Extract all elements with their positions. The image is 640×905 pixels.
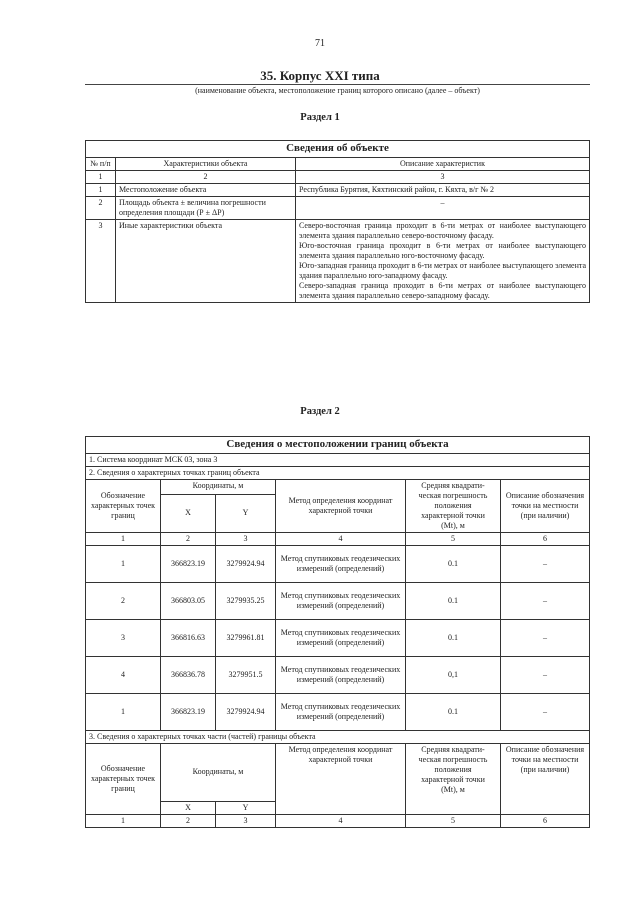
index-cell: 3 xyxy=(216,814,276,827)
method-header: Метод определения координат характерной точки xyxy=(276,479,406,532)
point-y: 3279951.5 xyxy=(216,656,276,693)
point-desc: – xyxy=(501,693,590,730)
boundaries-table-title: Сведения о местоположении границ объекта xyxy=(86,437,590,454)
point-y: 3279961.81 xyxy=(216,619,276,656)
index-cell: 1 xyxy=(86,532,161,545)
page-number: 71 xyxy=(315,38,325,49)
object-info-table xyxy=(85,140,590,303)
coord-system: 1. Система координат МСК 03, зона 3 xyxy=(86,453,590,466)
y-header: Y xyxy=(216,801,276,814)
section1-title: Раздел 1 xyxy=(300,112,340,123)
point-mt: 0.1 xyxy=(406,545,501,582)
point-desc: – xyxy=(501,582,590,619)
table-row xyxy=(86,619,590,656)
point-desc: – xyxy=(501,545,590,582)
point-id: 2 xyxy=(86,582,161,619)
point-desc: – xyxy=(501,619,590,656)
point-y: 3279924.94 xyxy=(216,693,276,730)
index-cell: 3 xyxy=(216,532,276,545)
point-method: Метод спутниковых геодезических измерений (определений) xyxy=(276,582,406,619)
table-row xyxy=(86,545,590,582)
point-x: 366836.78 xyxy=(161,656,216,693)
designation-header: Обозначение характерных точек границ xyxy=(86,743,161,814)
description-header: Описание обозначения точки на местности (при наличии) xyxy=(501,743,590,814)
point-method: Метод спутниковых геодезических измерений (определений) xyxy=(276,656,406,693)
boundaries-table xyxy=(85,436,590,828)
index-cell: 4 xyxy=(276,814,406,827)
object-title: 35. Корпус XXI типа xyxy=(260,68,380,83)
col-char-header: Характеристики объекта xyxy=(116,157,296,170)
index-cell: 6 xyxy=(501,532,590,545)
table-row xyxy=(86,582,590,619)
point-x: 366816.63 xyxy=(161,619,216,656)
object-subtitle: (наименование объекта, местоположение границ которого описано (далее – объект) xyxy=(85,84,590,95)
index-cell: 2 xyxy=(116,170,296,183)
col-num-header: № п/п xyxy=(86,157,116,170)
point-id: 3 xyxy=(86,619,161,656)
row-description: – xyxy=(296,196,590,219)
section2-title: Раздел 2 xyxy=(300,406,340,417)
boundary-nw: Северо-западная граница проходит в 6-ти метрах от наиболее выступающего элемента здания параллельно северо-западному фасаду. xyxy=(299,280,586,300)
point-mt: 0.1 xyxy=(406,693,501,730)
boundary-ne: Северо-восточная граница проходит в 6-ти метрах от наиболее выступающего элемента здания параллельно северо-восточному фасаду. xyxy=(299,220,586,240)
point-desc: – xyxy=(501,656,590,693)
point-x: 366823.19 xyxy=(161,545,216,582)
index-cell: 6 xyxy=(501,814,590,827)
point-id: 4 xyxy=(86,656,161,693)
row-characteristic: Местоположение объекта xyxy=(116,183,296,196)
index-cell: 5 xyxy=(406,532,501,545)
index-cell: 5 xyxy=(406,814,501,827)
row-number: 2 xyxy=(86,196,116,219)
point-mt: 0.1 xyxy=(406,619,501,656)
parts-heading: 3. Сведения о характерных точках части (частей) границы объекта xyxy=(86,730,590,743)
y-header: Y xyxy=(216,494,276,532)
index-cell: 2 xyxy=(161,814,216,827)
point-mt: 0,1 xyxy=(406,656,501,693)
table-row xyxy=(86,196,590,219)
coords-header: Координаты, м xyxy=(161,479,276,494)
designation-header: Обозначение характерных точек границ xyxy=(86,479,161,532)
x-header: X xyxy=(161,801,216,814)
error-header: Средняя квадрати- ческая погрешность положения характерной точки (Mt), м xyxy=(406,743,501,814)
row-characteristic: Площадь объекта ± величина погрешности определения площади (Р ± ΔР) xyxy=(116,196,296,219)
index-cell: 1 xyxy=(86,814,161,827)
boundary-se: Юго-восточная граница проходит в 6-ти метрах от наиболее выступающего элемента здания параллельно юго-восточному фасаду. xyxy=(299,240,586,260)
col-desc-header: Описание характеристик xyxy=(296,157,590,170)
points-heading: 2. Сведения о характерных точках границ объекта xyxy=(86,466,590,479)
row-description xyxy=(296,219,590,302)
method-header: Метод определения координат характерной точки xyxy=(276,743,406,814)
boundary-sw: Юго-западная граница проходит в 6-ти метрах от наиболее выступающего элемента здания параллельно юго-западному фасаду. xyxy=(299,260,586,280)
point-id: 1 xyxy=(86,545,161,582)
description-header: Описание обозначения точки на местности (при наличии) xyxy=(501,479,590,532)
point-method: Метод спутниковых геодезических измерений (определений) xyxy=(276,619,406,656)
index-cell: 3 xyxy=(296,170,590,183)
table-row xyxy=(86,693,590,730)
coords-header: Координаты, м xyxy=(161,743,276,801)
point-method: Метод спутниковых геодезических измерений (определений) xyxy=(276,693,406,730)
index-cell: 1 xyxy=(86,170,116,183)
point-id: 1 xyxy=(86,693,161,730)
index-cell: 2 xyxy=(161,532,216,545)
table-row xyxy=(86,183,590,196)
point-y: 3279924.94 xyxy=(216,545,276,582)
point-x: 366823.19 xyxy=(161,693,216,730)
index-cell: 4 xyxy=(276,532,406,545)
point-mt: 0.1 xyxy=(406,582,501,619)
x-header: X xyxy=(161,494,216,532)
point-x: 366803.05 xyxy=(161,582,216,619)
point-y: 3279935.25 xyxy=(216,582,276,619)
row-number: 3 xyxy=(86,219,116,302)
table-row xyxy=(86,219,590,302)
row-characteristic: Иные характеристики объекта xyxy=(116,219,296,302)
row-description: Республика Бурятия, Кяхтинский район, г. Кяхта, в/г № 2 xyxy=(296,183,590,196)
object-info-table-title: Сведения об объекте xyxy=(86,141,590,158)
error-header: Средняя квадрати- ческая погрешность положения характерной точки (Mt), м xyxy=(406,479,501,532)
point-method: Метод спутниковых геодезических измерений (определений) xyxy=(276,545,406,582)
table-row xyxy=(86,656,590,693)
row-number: 1 xyxy=(86,183,116,196)
